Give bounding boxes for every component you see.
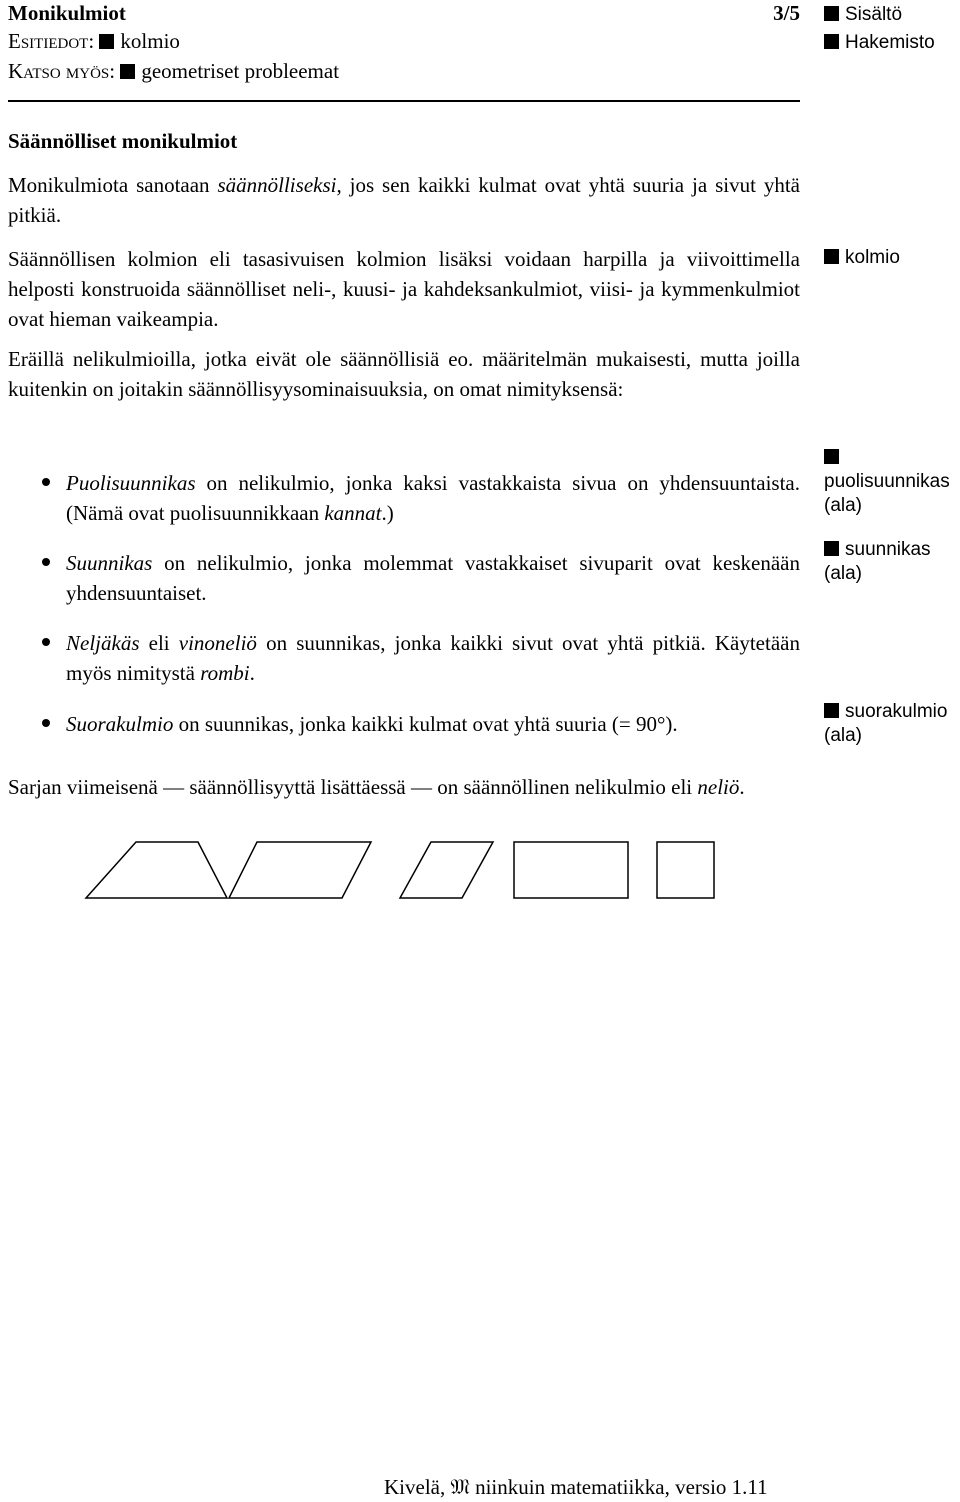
sidebar-link-suunnikas-ala[interactable]: (ala) [824,563,863,584]
nav-square-icon [824,6,839,21]
sidebar-link-suorakulmio[interactable]: suorakulmio (ala) [824,701,948,746]
prerequisite-link-kolmio[interactable]: kolmio [99,29,180,53]
nav-index[interactable]: Hakemisto [824,28,935,58]
header-divider [8,100,800,102]
list-item-suunnikas: Suunnikas on nelikulmio, jonka molemmat vastakkaiset sivuparit ovat keskenään yhdensuuntaiset. [66,551,800,605]
bullet-dot [42,719,50,727]
sidebar-link-puolisuunnikas[interactable]: puolisuunnikas (ala) [824,446,960,518]
bullet-dot [42,638,50,646]
sidebar-link-puolisuunnikas-ala[interactable]: (ala) [824,495,863,516]
fraktur-m-glyph: 𝔐 [450,1475,470,1499]
paragraph-constructions: Säännöllisen kolmion eli tasasivuisen kolmion lisäksi voidaan harpilla ja viivoittimella helposti konstruoida säännölliset neli-, kuusi- ja kahdeksankulmiot, viisi- ja kymmenkulmiot ovat hieman vaikeampia. [8,247,800,331]
bullet-dot [42,558,50,566]
sidebar-link-suorakulmio-ala[interactable]: (ala) [824,725,863,746]
paragraph-square: Sarjan viimeisenä — säännöllisyyttä lisättäessä — on säännöllinen nelikulmio eli neliö. [8,775,745,799]
list-item-puolisuunnikas: Puolisuunnikas on nelikulmio, jonka kaksi vastakkaista sivua on yhdensuuntaista. (Nämä ovat puolisuunnikkaan kannat.) [66,471,800,525]
page-number: 3/5 [773,1,800,25]
link-square-icon [824,703,839,718]
shape-parallelogram [229,842,371,898]
nav-contents[interactable]: Sisältö [824,0,902,30]
shape-rhombus [400,842,493,898]
sidebar-link-kolmio[interactable]: kolmio [824,246,960,270]
nav-square-icon [824,34,839,49]
page-title: Monikulmiot [8,1,126,25]
list-item-neljakas: Neljäkäs eli vinoneliö on suunnikas, jonka kaikki sivut ovat yhtä pitkiä. Käytetään myös nimitystä rombi. [66,631,800,685]
see-also-label: Katso myös: [8,59,116,83]
list-item-suorakulmio: Suorakulmio on suunnikas, jonka kaikki kulmat ovat yhtä suuria (= 90°). [66,712,678,736]
link-square-icon [824,449,839,464]
link-square-icon [99,34,114,49]
link-square-icon [824,249,839,264]
prerequisites [8,26,180,56]
shape-square [657,842,714,898]
paragraph-quadrilaterals: Eräillä nelikulmioilla, jotka eivät ole säännöllisiä eo. määritelmän mukaisesti, mutta joilla kuitenkin on joitakin säännöllisyysominaisuuksia, on omat nimityksensä: [8,347,800,401]
paragraph-definition: Monikulmiota sanotaan säännölliseksi, jos sen kaikki kulmat ovat yhtä suuria ja sivut yhtä pitkiä. [8,173,800,227]
sidebar-link-suunnikas[interactable]: suunnikas (ala) [824,539,931,584]
page-footer: Kivelä, 𝔐 niinkuin matematiikka, versio 1.11 [384,1475,768,1499]
shape-rectangle [514,842,628,898]
see-also-link-geometriset-probleemat[interactable]: geometriset probleemat [120,59,339,83]
link-square-icon [120,64,135,79]
bullet-dot [42,478,50,486]
see-also [8,56,339,86]
prerequisites-label: Esitiedot: [8,29,95,53]
link-square-icon [824,541,839,556]
section-heading: Säännölliset monikulmiot [8,129,238,153]
quadrilateral-figures [0,830,800,910]
shape-trapezoid [86,842,227,898]
